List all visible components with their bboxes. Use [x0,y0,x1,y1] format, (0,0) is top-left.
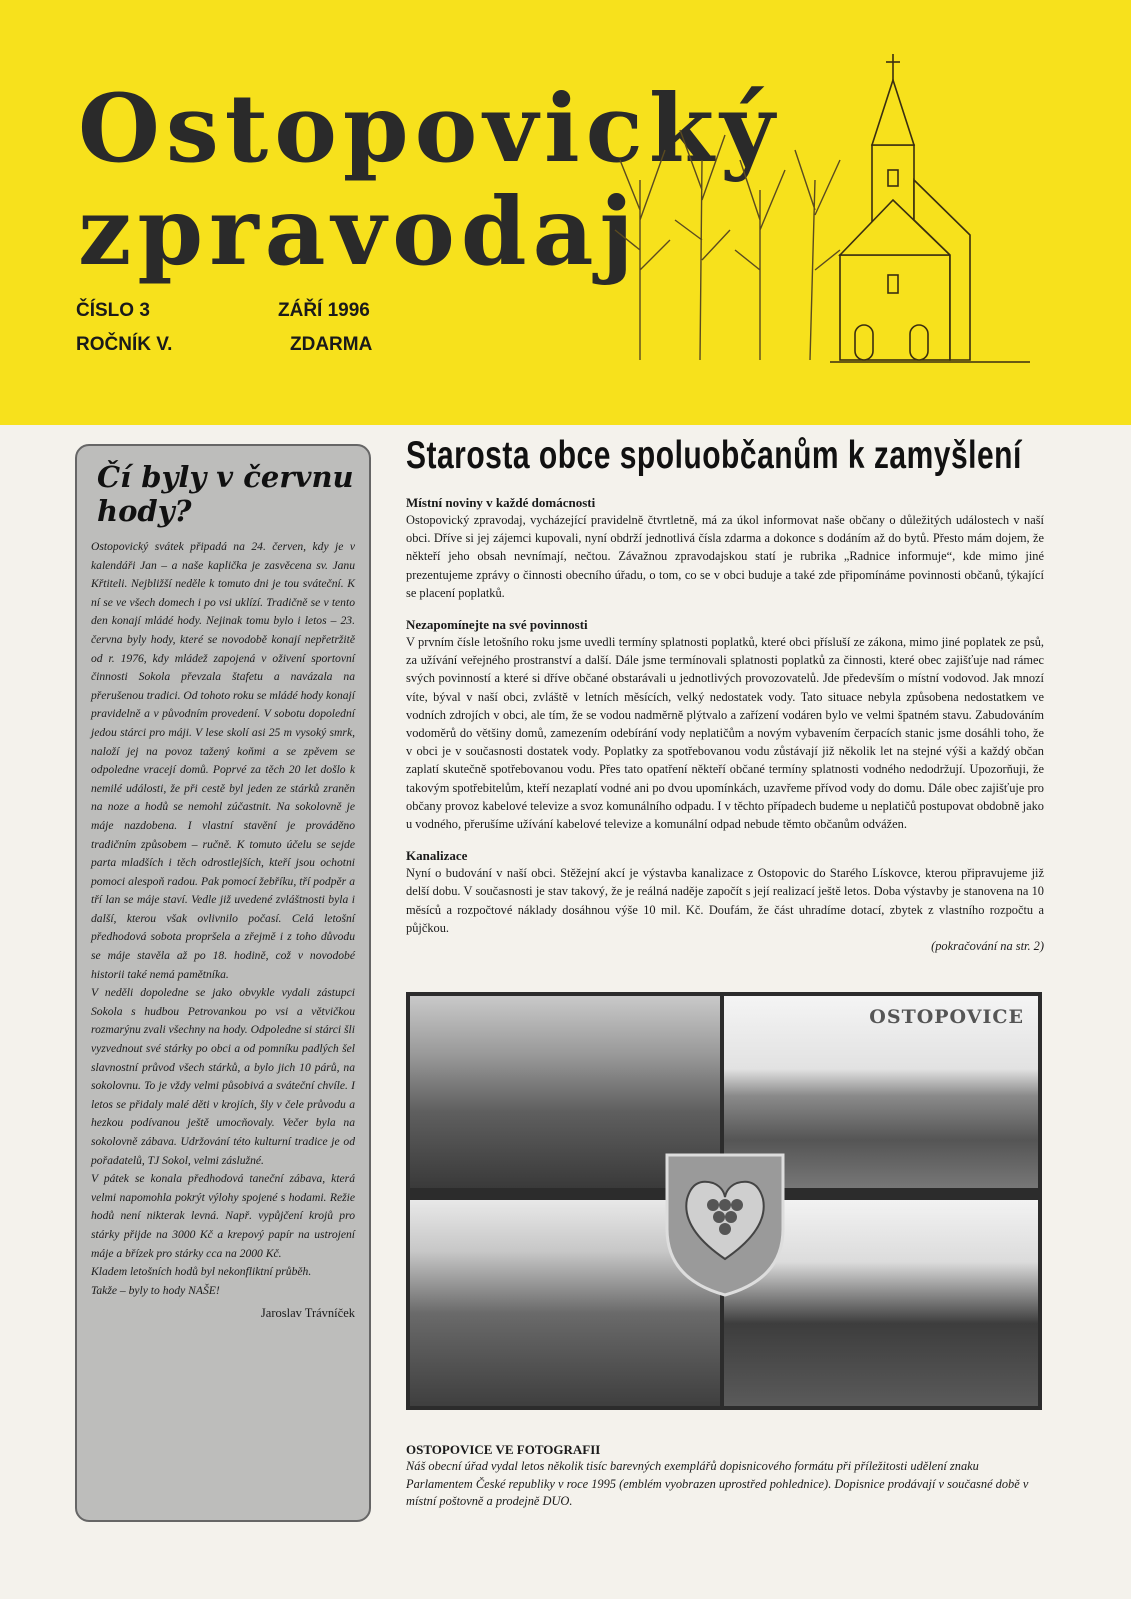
church-illustration [610,40,1050,390]
caption-text: Náš obecní úřad vydal letos několik tisíc barevných exemplářů dopisnicového formátu při příležitosti udělení znaku Parlamentem České republiky v roce 1995 (emblém vyobrazen uprostřed pohlednice). Dopisnice prodávají v současné době v místní poštovně a prodejně DUO. [406,1459,1029,1508]
sidebar-paragraph: V pátek se konala předhodová taneční zábava, která velmi napomohla pokrýt výlohy spojené s hodami. Režie hodů není nikterak levná. Např. vypůjčení krojů pro stárky přijde na 3000 Kč a krepový papír na ustrojení máje a břízek pro stárky cca na 2000 Kč. [91,1172,355,1260]
sidebar-paragraph: Takže – byly to hody NAŠE! [91,1283,220,1297]
masthead [0,0,1131,425]
issue-number: ČÍSLO 3 [76,300,150,321]
sidebar-author: Jaroslav Trávníček [260,1306,355,1321]
section-text: V prvním čísle letošního roku jsme uvedli termíny splatnosti poplatků, které obci přísluší ze zákona, mimo jiné poplatek ze psů, za užívání veřejného prostranství a další. Dále jsme termínovali splatnosti poplatků za činnosti, které obec zajišťuje nad rámec svých povinností a které si dříve občané obstarávali u jednotlivých provozovatelů. Jde především o místní vodovod. Jak mnozí víte, býval v naší obci, zvláště v letních měsících, velký nedostatek vody. Tato situace nebyla způsobena nedostatkem ve vodních zdrojích v obci, ale tím, že se vodou nadměrně plýtvalo a zařízení vodáren bylo ve velmi špatném stavu. Zabudováním vodoměrů do většiny domů, zamezením odebírání vody neplatičům a novým vybavením čerpacích stanic jsme dosáhli toho, že v obci je v současnosti dostatek vody. Poplatky za spotřebovanou vodu zůstávají již několik let na stejné výši a každý občan zaplatí skutečně spotřebovanou vodu. Přes tato opatření někteří občané termíny splatnosti vodného nedodržují. Upozorňuji, že takovým spotřebitelům, kteří nezaplatí vodné ani po dvou upomínkách, uzavřeme přívod vody do domu. Dále obec zajišťuje pro občany provoz kabelové televize a svoz komunálního odpadu. I v těchto případech budeme u neplatičů postupovat obdobně jako u vodného, přerušíme užívání kabelové televize a komunální odpad nebude těmto občanům odvážen. [406,635,1044,832]
sidebar-paragraph: Kladem letošních hodů byl nekonfliktní průběh. [91,1265,312,1279]
continuation-note: (pokračování na str. 2) [931,939,1044,954]
coat-of-arms-emblem [661,1149,789,1299]
section-heading: Nezapomínejte na své povinnosti [406,617,588,633]
price-label: ZDARMA [290,334,373,355]
sidebar-paragraph: Ostopovický svátek připadá na 24. červen, kdy je v kalendáři Jan – a naše kaplička je zasvěcena sv. Janu Křtiteli. Nejbližší neděle k tomuto dni je tou sváteční. K ní se ve všech domech i po vsi uklízí. Tradičně se v tento den konají mládé hody. Nejinak tomu bylo i letos – 23. června byly hody, které se novodobě konají nepřetržitě od r. 1976, kdy mládež zapojená v oživení sportovní činnosti Sokola převzala štafetu a navázala na přerušenou tradici. Od tohoto roku se mládé hody konají pravidelně a v původním provedení. V sobotu dopolední jedou stárci pro máji. V lese skolí asi 25 m vysoký smrk, naloží jej na povoz tažený koňmi a se zpěvem se odpoledne vracejí domů. Poprvé za těch 20 let došlo k nemilé události, že při cestě byl jeden ze stárků zraněn na noze a hodů se nemohl zúčastnit. Na sokolovně je máje nazdobena. I vlastní stavění je prováděno tradičním způsobem – ručně. K tomuto účelu se sejde parta mladších i těch odrostlejších, kteří jsou ochotni pomoci alespoň radou. Pak pomocí žebříku, tří podpěr a tří lan se máje staví. Vedle již uvedené zvláštnosti byla i další, kterou však ovlivnilo počasí. Celá letošní předhodová sobota propršela a zřejmě i z toho důvodu se máje stavěla až po 18. hodině, což v novodobé historii také nemá pamětníka. [91,540,355,981]
sidebar-paragraph: V neděli dopoledne se jako obvykle vydali zástupci Sokola s hudbou Petrovankou po vsi a větvičkou rozmarýnu zvali všechny na hody. Odpoledne si stárci šli vyzvednout své stárky po obci a od pomníku padlých šel slavnostní průvod všech stárků, a bylo jich 10 párů, na sokolovnu. To je vždy velmi působivá a sváteční chvíle. I letos se přidaly malé děti v krojích, šly v čele průvodu a hezkou podívanou ještě umocňovaly. Večer byla na sokolovně zábava. Udržování této kulturní tradice je od pořadatelů, TJ Sokol, velmi záslužné. [91,986,355,1167]
photo-caption [406,1442,1042,1511]
section-heading: Kanalizace [406,848,468,864]
masthead-title-line2: zpravodaj [78,177,640,287]
main-headline: Starosta obce spoluobčanům k zamyšlení [406,434,1022,477]
postcard-photo-collage [406,992,1042,1410]
sidebar-article [75,444,371,1522]
sidebar-heading: Čí byly v červnu hody? [97,460,354,528]
masthead-title-line1: Ostopovický [78,74,781,184]
issue-date: ZÁŘÍ 1996 [278,300,370,321]
section-text: Nyní o budování v naší obci. Stěžejní akcí je výstavba kanalizace z Ostopovic do Starého Lískovce, kterou připravujeme již delší dobu. V současnosti je stav takový, že je reálná naděje započít s její realizací ještě letos. Doba výstavby je stanovena na 10 měsíců a rozpočtové náklady dosáhnou výše 10 mil. Kč. Doufám, že část uhradíme dotací, zbytek z vlastního rozpočtu a půjčkou. [406,866,1044,935]
postcard-label: OSTOPOVICE [869,1006,1024,1028]
volume-number: ROČNÍK V. [76,334,173,355]
caption-heading: OSTOPOVICE VE FOTOGRAFII [406,1442,601,1457]
main-article [406,434,1044,954]
section-heading: Místní noviny v každé domácnosti [406,495,596,510]
section-text: Ostopovický zpravodaj, vycházející pravidelně čtvrtletně, má za úkol informovat naše občany o důležitých událostech v naší obci. Dříve si jej zájemci kupovali, nyní obdrží jednotlivá čísla zdarma a dokonce s dodáním až do bytů. Přesto mám dojem, že někteří jeho obsah nevnímají, nečtou. Závažnou zpravodajskou statí je rubrika „Radnice informuje“, kde mimo jiné prezentujeme zprávy o činnosti obecního úřadu, o tom, co se v obci buduje a také zde připomínáme povinnosti občanů, týkající se placení poplatků. [406,513,1044,600]
